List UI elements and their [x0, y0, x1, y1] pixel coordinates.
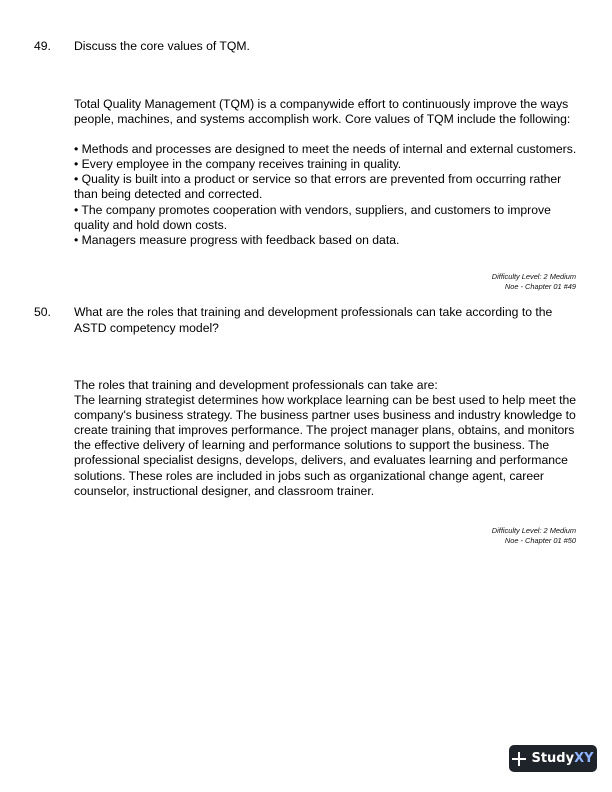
answer-intro: The roles that training and development professionals can take are: — [74, 378, 438, 392]
question-number: 49. — [34, 39, 51, 53]
answer-body: The learning strategist determines how workplace learning can be best used to help meet the company's business strategy. The business partner uses business and industry knowledge to create training that improves performance. The project manager plans, obtains, and monitors the effective delivery of learning and performance solutions to support the business. The professional specialist designs, develops, delivers, and evaluates learning and performance solutions. These roles are included in jobs such as organizational change agent, career counselor, instructional designer, and classroom trainer. — [74, 393, 577, 498]
answer-49 — [74, 97, 578, 248]
answer-bullet: • The company promotes cooperation with vendors, suppliers, and customers to improve quality and hold down costs. — [74, 202, 551, 232]
plus-icon — [512, 752, 526, 766]
source-reference: Noe - Chapter 01 #50 — [504, 536, 576, 545]
brand-name: Study — [531, 751, 575, 766]
answer-50 — [74, 378, 578, 499]
difficulty-level: Difficulty Level: 2 Medium — [491, 272, 576, 281]
question-50-meta — [326, 526, 576, 546]
difficulty-level: Difficulty Level: 2 Medium — [491, 526, 576, 535]
answer-intro: Total Quality Management (TQM) is a companywide effort to continuously improve the ways people, machines, and systems accomplish work. Core values of TQM include the following: — [74, 97, 571, 127]
brand-accent: XY — [574, 751, 594, 766]
question-text: What are the roles that training and development professionals can take according to the ASTD competency model? — [74, 305, 553, 335]
question-text: Discuss the core values of TQM. — [74, 39, 250, 53]
answer-bullet: • Quality is built into a product or service so that errors are prevented from occurring rather than being detected and corrected. — [74, 172, 562, 202]
source-reference: Noe - Chapter 01 #49 — [504, 282, 576, 291]
answer-bullet: • Methods and processes are designed to meet the needs of internal and external customers. — [74, 142, 577, 157]
question-49-meta — [326, 272, 576, 292]
studyxy-badge[interactable] — [509, 745, 597, 772]
question-number: 50. — [34, 305, 51, 319]
answer-bullet-list — [74, 142, 578, 248]
answer-bullet: • Every employee in the company receives training in quality. — [74, 157, 402, 172]
answer-bullet: • Managers measure progress with feedback based on data. — [74, 232, 400, 247]
